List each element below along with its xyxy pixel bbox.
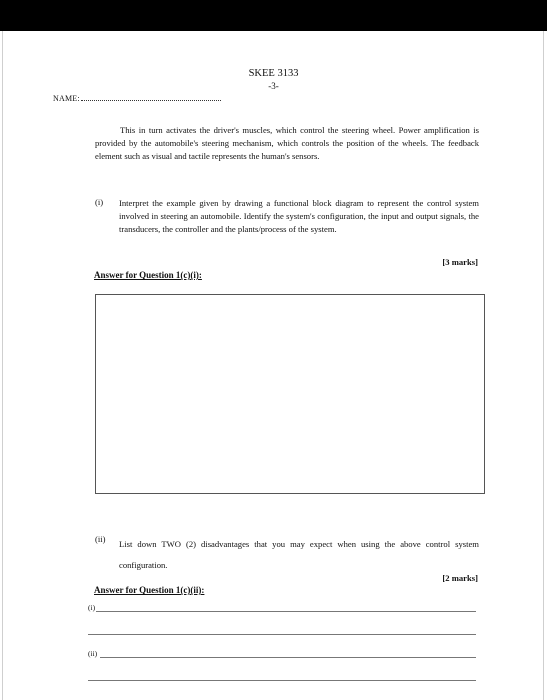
- page-left-edge: [2, 31, 3, 700]
- question-ii-answer-label: Answer for Question 1(c)(ii):: [94, 585, 205, 595]
- answer-line-2[interactable]: [88, 634, 476, 635]
- course-code: SKEE 3133: [248, 68, 299, 79]
- question-ii-text: List down TWO (2) disadvantages that you may expect when using the above control system configuration.: [119, 539, 479, 570]
- name-field[interactable]: [53, 93, 221, 103]
- window-top-bar: [0, 0, 547, 31]
- question-i-answer-box[interactable]: [95, 294, 485, 494]
- question-i-marks: [3 marks]: [442, 257, 478, 267]
- question-ii-number: (ii): [95, 534, 106, 544]
- answer-line-3[interactable]: [100, 657, 476, 658]
- answer-line-4[interactable]: [88, 680, 476, 681]
- answer-item-label-2: (ii): [88, 649, 98, 658]
- question-i-text: Interpret the example given by drawing a functional block diagram to represent the control system involved in steering an automobile. Identify the system's configuration, the input and output signals, the transducers, the controller and the plants/process of the system.: [119, 198, 479, 234]
- question-i-number: (i): [95, 197, 104, 207]
- name-label: NAME:: [53, 94, 80, 103]
- answer-item-label-1: (i): [88, 603, 96, 612]
- page-number: -3-: [268, 81, 279, 91]
- page-right-edge: [543, 31, 544, 700]
- question-ii-marks: [2 marks]: [442, 573, 478, 583]
- question-i-answer-label: Answer for Question 1(c)(i):: [94, 270, 202, 280]
- name-dotted-line[interactable]: [81, 93, 221, 101]
- answer-line-1[interactable]: [96, 611, 476, 612]
- intro-paragraph: This in turn activates the driver's muscles, which control the steering wheel. Power amplification is provided by the automobile's steering mechanism, which controls the position of the wheels. The feedback element such as visual and tactile represents the human's sensors.: [95, 125, 479, 161]
